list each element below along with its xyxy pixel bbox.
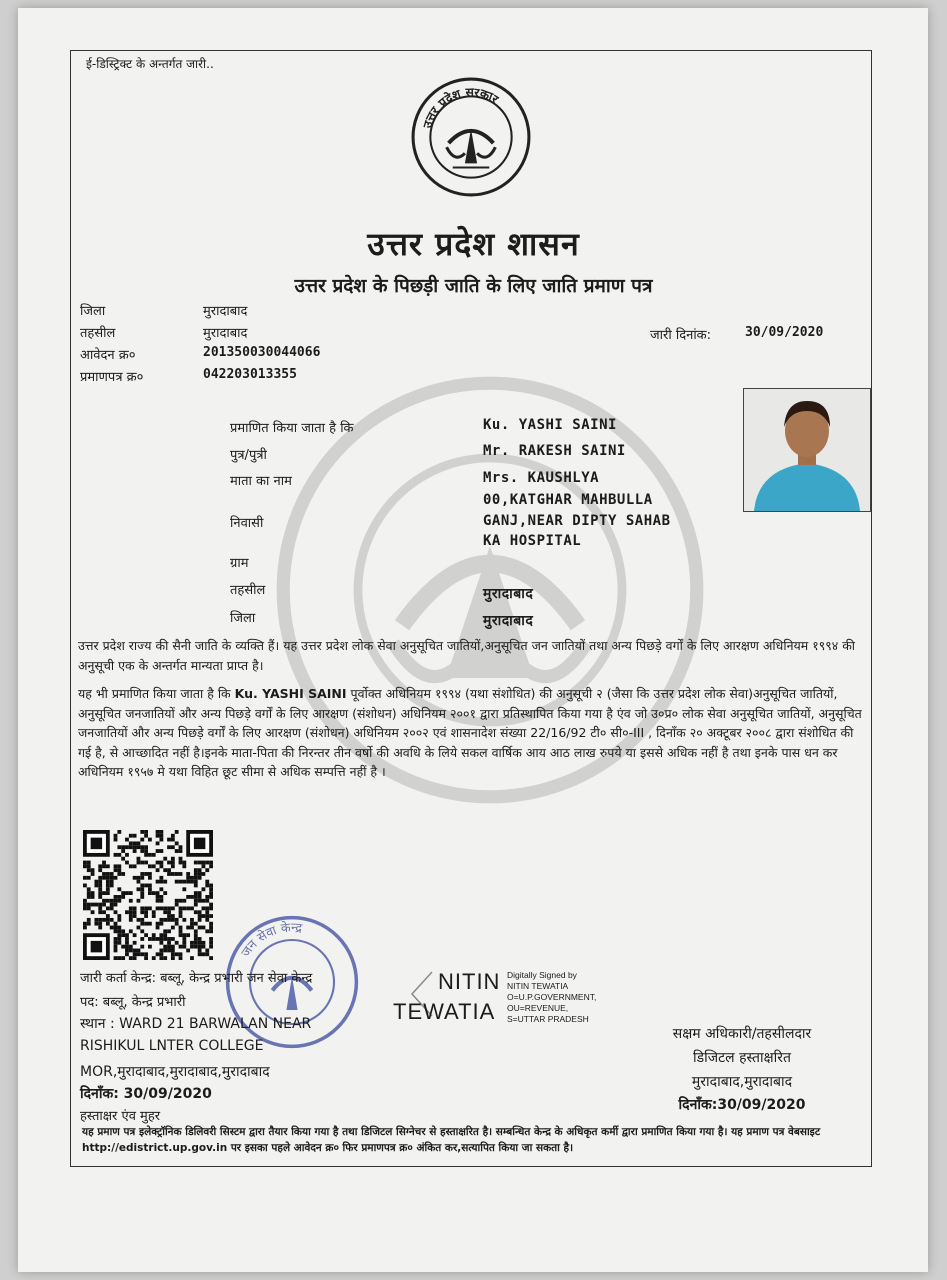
tehsil-label: तहसील (80, 326, 116, 341)
dsig-line-5: S=UTTAR PRADESH (507, 1014, 589, 1024)
dsig-line-3: O=U.P.GOVERNMENT, (507, 992, 597, 1002)
issuer-place-3: MOR,मुरादाबाद,मुरादाबाद,मुरादाबाद (80, 1064, 270, 1080)
mother-name: Mrs. KAUSHLYA (483, 470, 600, 486)
certification-body: पूर्वोक्त अधिनियम १९९४ (यथा संशोधित) की अनुसूची २ (जैसा कि उत्तर प्रदेश लोक सेवा)अनुसूचित जातियों, अनुसूचित जनजातियों और अन्य पिछड़े वर्गों के लिए आरक्षण (संशोधन) अधिनियम २००१ द्वारा प्रतिस्थापित किया गया है एंव जो उ०प्र० लोक सेवा अनुसूचित जातियों, अनुसूचित जनजातियों और अन्य पिछड़े वर्गों के लिए आरक्षण (संशोधन) अधिनियम २००२ एवं शासनादेश संख्या 22/16/92 टी० सी०-III , दिनाँक २० अक्टूबर २००८ द्वारा संशोधित की गई है, से आच्छादित नहीं है।इनके माता-पिता की निरन्तर तीन वर्षो की अवधि के लिये सकल वार्षिक आय आठ लाख रुपये या इससे अधिक नहीं है तथा इनके पास धन कर अधिनियम १९५७ मे यथा विहित छूट सीमा से अधिक सम्पत्ति नहीं है । (78, 686, 862, 779)
issuer-designation: पद: बब्लू, केन्द्र प्रभारी (80, 995, 186, 1010)
application-label: आवेदन क्र० (80, 348, 136, 363)
authority-date: दिनाँक:30/09/2020 (678, 1097, 806, 1113)
qr-code (80, 830, 216, 960)
tehsil-label-2: तहसील (230, 583, 266, 598)
certificate-number: 042203013355 (203, 367, 297, 382)
certification-name: Ku. YASHI SAINI (234, 686, 347, 701)
signer-name-first: NITIN (438, 969, 501, 994)
district-value-2: मुरादाबाद (483, 613, 534, 629)
certificate-title: उत्तर प्रदेश शासन (367, 225, 580, 263)
father-name: Mr. RAKESH SAINI (483, 443, 626, 459)
signature-seal-label: हस्ताक्षर एंव मुहर (80, 1109, 161, 1124)
signer-name-last: TEWATIA (393, 999, 496, 1024)
address-line-2: GANJ,NEAR DIPTY SAHAB (483, 513, 671, 529)
footer-note: यह प्रमाण पत्र इलेक्ट्रॉनिक डिलिवरी सिस्टम द्वारा तैयार किया गया है तथा डिजिटल सिग्नेचर से हस्ताक्षरित है। सम्बन्धित केन्द्र के अधिकृत कर्मी द्वारा प्रमाणित किया गया है। यह प्रमाण पत्र वेबसाइट http://edistrict.up.gov.in पर इसका पहले आवेदन क्र० फिर प्रमाणपत्र क्र० अंकित कर,सत्यापित किया जा सकता है। (82, 1126, 821, 1154)
header-note: ई-डिस्ट्रिक्ट के अन्तर्गत जारी.. (86, 57, 214, 71)
issuer-place-1: स्थान : WARD 21 BARWALAN NEAR (80, 1016, 312, 1032)
village-label: ग्राम (230, 556, 249, 571)
certificate-number-label: प्रमाणपत्र क्र० (80, 370, 144, 385)
digital-signature-details (507, 970, 596, 1025)
application-number: 201350030044066 (203, 345, 321, 360)
resident-label: निवासी (230, 516, 264, 531)
applicant-name: Ku. YASHI SAINI (483, 417, 617, 433)
district-label-2: जिला (230, 611, 256, 626)
authority-digital: डिजिटल हस्ताक्षरित (693, 1050, 791, 1066)
certify-label: प्रमाणित किया जाता है कि (230, 421, 354, 436)
certification-paragraph (78, 684, 868, 782)
issuing-centre: जारी कर्ता केन्द्र: बब्लू, केन्द्र प्रभारी जन सेवा केन्द्र (80, 971, 313, 986)
applicant-photo (743, 388, 871, 512)
issue-date-label: जारी दिनांक: (650, 328, 712, 343)
district-label: जिला (80, 304, 106, 319)
dsig-line-1: Digitally Signed by (507, 970, 577, 980)
mother-label: माता का नाम (230, 474, 292, 489)
authority-location: मुरादाबाद,मुरादाबाद (691, 1074, 793, 1090)
emblem-text: उत्तर प्रदेश सरकार (420, 85, 501, 130)
seal-text: जन सेवा केन्द्र (237, 919, 303, 960)
up-government-emblem (410, 76, 532, 198)
district-value: मुरादाबाद (203, 304, 248, 319)
address-line-1: 00,KATGHAR MAHBULLA (483, 492, 653, 508)
caste-statement: उत्तर प्रदेश राज्य की सैनी जाति के व्यक्ति हैं। यह उत्तर प्रदेश लोक सेवा अनुसूचित जातियों,अनुसूचित जन जातियों तथा अन्य पिछड़े वर्गों के लिए आरक्षण अधिनियम १९९४ की अनुसूची एक के अन्तर्गत मान्यता प्राप्त है। (78, 638, 856, 673)
tehsil-value-2: मुरादाबाद (483, 586, 534, 602)
issue-date: 30/09/2020 (745, 325, 824, 340)
address-line-3: KA HOSPITAL (483, 533, 582, 549)
certification-intro: यह भी प्रमाणित किया जाता है कि (78, 686, 231, 701)
dsig-line-2: NITIN TEWATIA (507, 981, 569, 991)
dsig-line-4: OU=REVENUE, (507, 1003, 569, 1013)
authority-title: सक्षम अधिकारी/तहसीलदार (672, 1026, 812, 1042)
issuer-place-2: RISHIKUL LNTER COLLEGE (80, 1038, 264, 1054)
parent-label: पुत्र/पुत्री (230, 448, 267, 463)
certificate-subtitle: उत्तर प्रदेश के पिछड़ी जाति के लिए जाति प्रमाण पत्र (294, 275, 653, 297)
issuer-date: दिनाँक: 30/09/2020 (80, 1086, 212, 1102)
tehsil-value: मुरादाबाद (203, 326, 248, 341)
